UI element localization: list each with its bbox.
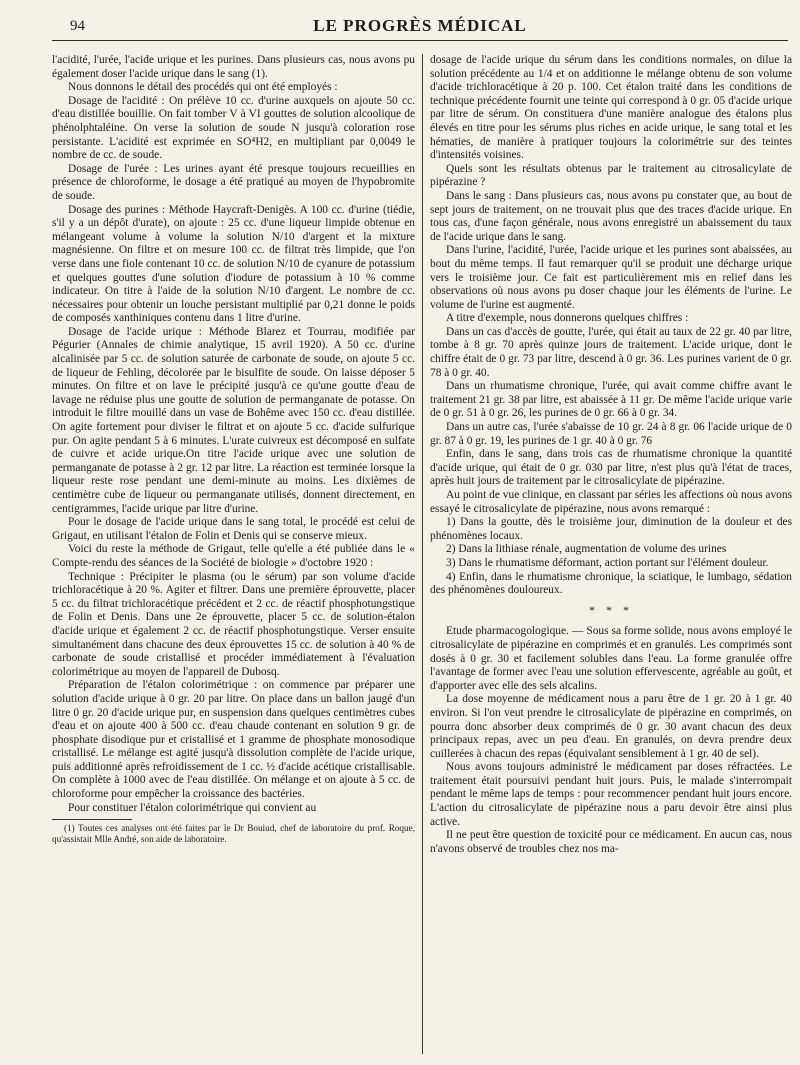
right-column <box>430 54 792 1059</box>
paragraph: Technique : Précipiter le plasma (ou le sérum) par son volume d'acide trichloracétique à 20 %. Agiter et filtrer. Dans une première éprouvette, placer 5 cc. du filtrat trichloracétique précédent et 2 cc. de réactif phosphotungstique de Folin et Denis. Dans une 2e éprouvette, placer 5 cc. de solution-étalon d'acide urique et également 2 cc. de réactif phosphotungstique. Verser ensuite simultanément dans chacune des deux éprouvettes 15 cc. de solution à 40 % de carbonate de soude cristallisé et procéder immédiatement à l'évaluation colorimétrique au moyen de l'appareil de Dubosq. <box>52 570 415 678</box>
paragraph: dosage de l'acide urique du sérum dans les conditions normales, on dilue la solution précédente au 1/4 et on additionne le mélange obtenu de son volume d'acide trichloracétique à 20 p. 100. Cet étalon traité dans les conditions de technique précédente fournit une teinte qui correspond à 0 gr. 05 d'acide urique par litre de sérum. On constituera d'une manière analogue des étalons plus élevés en titre pour les sérums plus riches en acide urique, le sang total et les hématies, de manière à pratiquer toujours la colorimétrie sur des teintes d'intensités voisines. <box>430 54 792 162</box>
paragraph: Pour le dosage de l'acide urique dans le sang total, le procédé est celui de Grigaut, en utilisant l'étalon de Folin et Denis qui se conserve mieux. <box>52 516 415 542</box>
paragraph: 4) Enfin, dans le rhumatisme chronique, la sciatique, le lumbago, sédation des phénomènes douloureux. <box>430 570 792 597</box>
section-separator: * * * <box>589 602 633 617</box>
paragraph: La dose moyenne de médicament nous a paru être de 1 gr. 20 à 1 gr. 40 environ. Si l'on veut prendre le citrosalicylate de pipérazine en comprimés, on pourra donc absorber deux comprimés de 0 gr. 30 avant chacun des deux principaux repas, avec un peu d'eau. En granulés, on devra prendre deux cuillerées à chacun des repas (équivalant sensiblement à 1 gr. 40 de sel). <box>430 693 792 760</box>
paragraph: Préparation de l'étalon colorimétrique : on commence par préparer une solution d'acide urique à 0 gr. 20 par litre. On place dans un ballon jaugé d'un litre 0 gr. 20 d'acide urique pur, en suspension dans quelques centimètres cubes d'eau et on ajoute 400 à 500 cc. d'eau chaude contenant en solution 9 gr. de phosphate disodique pur et cristallisé et 1 gramme de phosphate monosodique cristallisé. Le mélange est agité jusqu'à dissolution complète de l'acide urique, puis additionné après refroidissement de 1 cc. ½ d'acide acétique cristallisable. On complète à 1000 avec de l'eau distillée. On mélange et on ajoute à 5 cc. de chloroforme pour empêcher la croissance des bactéries. <box>52 679 415 801</box>
paragraph: Dosage de l'acidité : On prélève 10 cc. d'urine auxquels on ajoute 50 cc. d'eau distillée bouillie. On fait tomber V à VI gouttes de solution alcoolique de phénolphtaléine. On verse la solution de soude N jusqu'à coloration rose persistante. L'acidité est exprimée en SO⁴H2, en multipliant par 0,0049 le nombre de cc. de soude. <box>52 94 415 162</box>
paragraph: Quels sont les résultats obtenus par le traitement au citrosalicylate de pipérazine ? <box>430 162 792 189</box>
paragraph: Dosage des purines : Méthode Haycraft-Denigès. A 100 cc. d'urine (tiédie, s'il y a un dépôt d'urate), on ajoute : 25 cc. d'une liqueur limpide obtenue en mélangeant volume à volume la solution N/10 d'argent et la mixture magnésienne. On filtre et on mesure 100 cc. de filtrat très limpide, que l'on verse dans une fiole contenant 10 cc. de solution N/10 de cyanure de potassium et quelques gouttes d'une solution d'iodure de potassium à 10 % comme indicateur. On titre à l'aide de la solution N/10 d'argent. Le nombre de cc. nécessaires pour obtenir un louche persistant multiplié par 0,21 donne le poids de composés xanthiniques contenu dans 1 litre d'urine. <box>52 203 415 325</box>
footnote-rule <box>52 819 132 820</box>
journal-title: LE PROGRÈS MÉDICAL <box>313 16 527 35</box>
page-number: 94 <box>70 18 85 34</box>
paragraph: Dans l'urine, l'acidité, l'urée, l'acide urique et les purines sont abaissées, au bout du même temps. Il faut remarquer qu'il se produit une décharge urique vers le troisième jour. Ce fait est particulièrement mis en relief dans les observations où nous avons pu doser chaque jour les éléments de l'urine. Le volume de l'urine est augmenté. <box>430 244 792 311</box>
page-header <box>52 14 788 41</box>
paragraph: Nous avons toujours administré le médicament par doses réfractées. Le traitement était poursuivi pendant huit jours. Puis, le malade s'interrompait pendant le même laps de temps : pour recommencer pendant huit jours encore. L'action du citrosalicylate de pipérazine nous a paru devoir être ainsi plus active. <box>430 761 792 828</box>
footnote: (1) Toutes ces analyses ont été faites par le Dr Bouiud, chef de laboratoire du prof. Roque, qu'assistait Mlle André, son aide de laboratoire. <box>52 823 415 845</box>
paragraph: A titre d'exemple, nous donnerons quelques chiffres : <box>446 312 689 325</box>
left-column <box>52 54 415 1059</box>
paragraph: Dosage de l'acide urique : Méthode Blarez et Tourrau, modifiée par Pégurier (Annales de chimie analytique, 15 avril 1920). A 50 cc. d'urine alcalinisée par 5 cc. de solution saturée de carbonate de soude, on ajoute 5 cc. de liqueur de Fehling, décolorée par le bisulfite de soude. On laisse déposer 5 minutes. On filtre et on lave le précipité jusqu'à ce qu'une goutte d'eau de lavage ne réduise plus une goutte de solution de permanganate de potasse. On introduit le filtre mouillé dans un vase de Bohême avec 150 cc. d'eau distillée. On agite fortement pour diviser le filtrat et on ajoute 5 cc. d'acide sulfurique pur. On agite pendant 5 à 6 minutes. L'urate cuivreux est décomposé en sulfate de cuivre et acide urique.On titre l'acide urique avec une solution de permanganate de potasse à 2 gr. 12 par litre. La réaction est terminée lorsque la liqueur reste rose pendant une demi-minute au moins. Les dixièmes de centimètre cube de liqueur ou permanganate utilisés, donnent directement, en centigrammes, l'acide urique par litre d'urine. <box>52 325 415 515</box>
paragraph: Nous donnons le détail des procédés qui ont été employés : <box>68 81 338 94</box>
paragraph: Dans un autre cas, l'urée s'abaisse de 10 gr. 24 à 8 gr. 06 l'acide urique de 0 gr. 87 à 0 gr. 19, les purines de 1 gr. 40 à 0 gr. 76 <box>430 421 792 447</box>
paragraph: l'acidité, l'urée, l'acide urique et les purines. Dans plusieurs cas, nous avons pu également doser l'acide urique dans le sang (1). <box>52 54 415 80</box>
paragraph: Il ne peut être question de toxicité pour ce médicament. En aucun cas, nous n'avons observé de troubles chez nos ma- <box>430 829 792 855</box>
paragraph: Pour constituer l'étalon colorimétrique qui convient au <box>68 801 317 814</box>
paragraph: Dans un rhumatisme chronique, l'urée, qui avait comme chiffre avant le traitement 21 gr. 38 par litre, est abaissée à 11 gr. De même l'acide urique varie de 0 gr. 51 à 0 gr. 26, les purines de 0 gr. 66 à 0 gr. 34. <box>430 380 792 420</box>
paragraph: 3) Dans le rhumatisme déformant, action portant sur l'élément douleur. <box>446 556 769 569</box>
paragraph: Etude pharmacogologique. — Sous sa forme solide, nous avons employé le citrosalicylate de pipérazine en comprimés et en granulés. Les comprimés sont dosés à 0 gr. 30 et facilement solubles dans l'eau. La forme granulée offre l'avantage de former avec l'eau une solution effervescente, agréable au goût, et d'apporter avec elle des sels alcalins. <box>430 625 792 692</box>
column-divider <box>422 54 423 1054</box>
paragraph: Enfin, dans le sang, dans trois cas de rhumatisme chronique la quantité d'acide urique, qui était de 0 gr. 030 par litre, n'est plus qu'à l'état de traces, après huit jours de traitement par le citrosalicylate de pipérazine. <box>430 448 792 488</box>
paragraph: Dosage de l'urée : Les urines ayant été presque toujours recueillies en présence de chloroforme, le dosage a été pratiqué au moyen de l'hypobromite de soude. <box>52 162 415 202</box>
paragraph: 1) Dans la goutte, dès le troisième jour, diminution de la douleur et des phénomènes locaux. <box>430 516 792 542</box>
paragraph: Voici du reste la méthode de Grigaut, telle qu'elle a été publiée dans le « Compte-rendu des séances de la Société de biologie » d'octobre 1920 : <box>52 543 415 569</box>
paragraph: Dans le sang : Dans plusieurs cas, nous avons pu constater que, au bout de sept jours de traitement, on ne trouvait plus que des traces d'acide urique. En tous cas, d'une façon générale, nous avons enregistré un abaissement du taux de l'acide urique dans le sang. <box>430 189 792 243</box>
paragraph: 2) Dans la lithiase rénale, augmentation de volume des urines <box>446 543 727 556</box>
paragraph: Dans un cas d'accès de goutte, l'urée, qui était au taux de 22 gr. 40 par litre, tombe à 8 gr. 70 après quinze jours de traitement. L'acide urique, dont le chiffre était de 0 gr. 73 par litre, descend à 0 gr. 36. Les purines varient de 0 gr. 78 à 0 gr. 40. <box>430 325 792 379</box>
paragraph: Au point de vue clinique, en classant par séries les affections où nous avons essayé le citrosalicylate de pipérazine, nous avons remarqué : <box>430 489 792 515</box>
